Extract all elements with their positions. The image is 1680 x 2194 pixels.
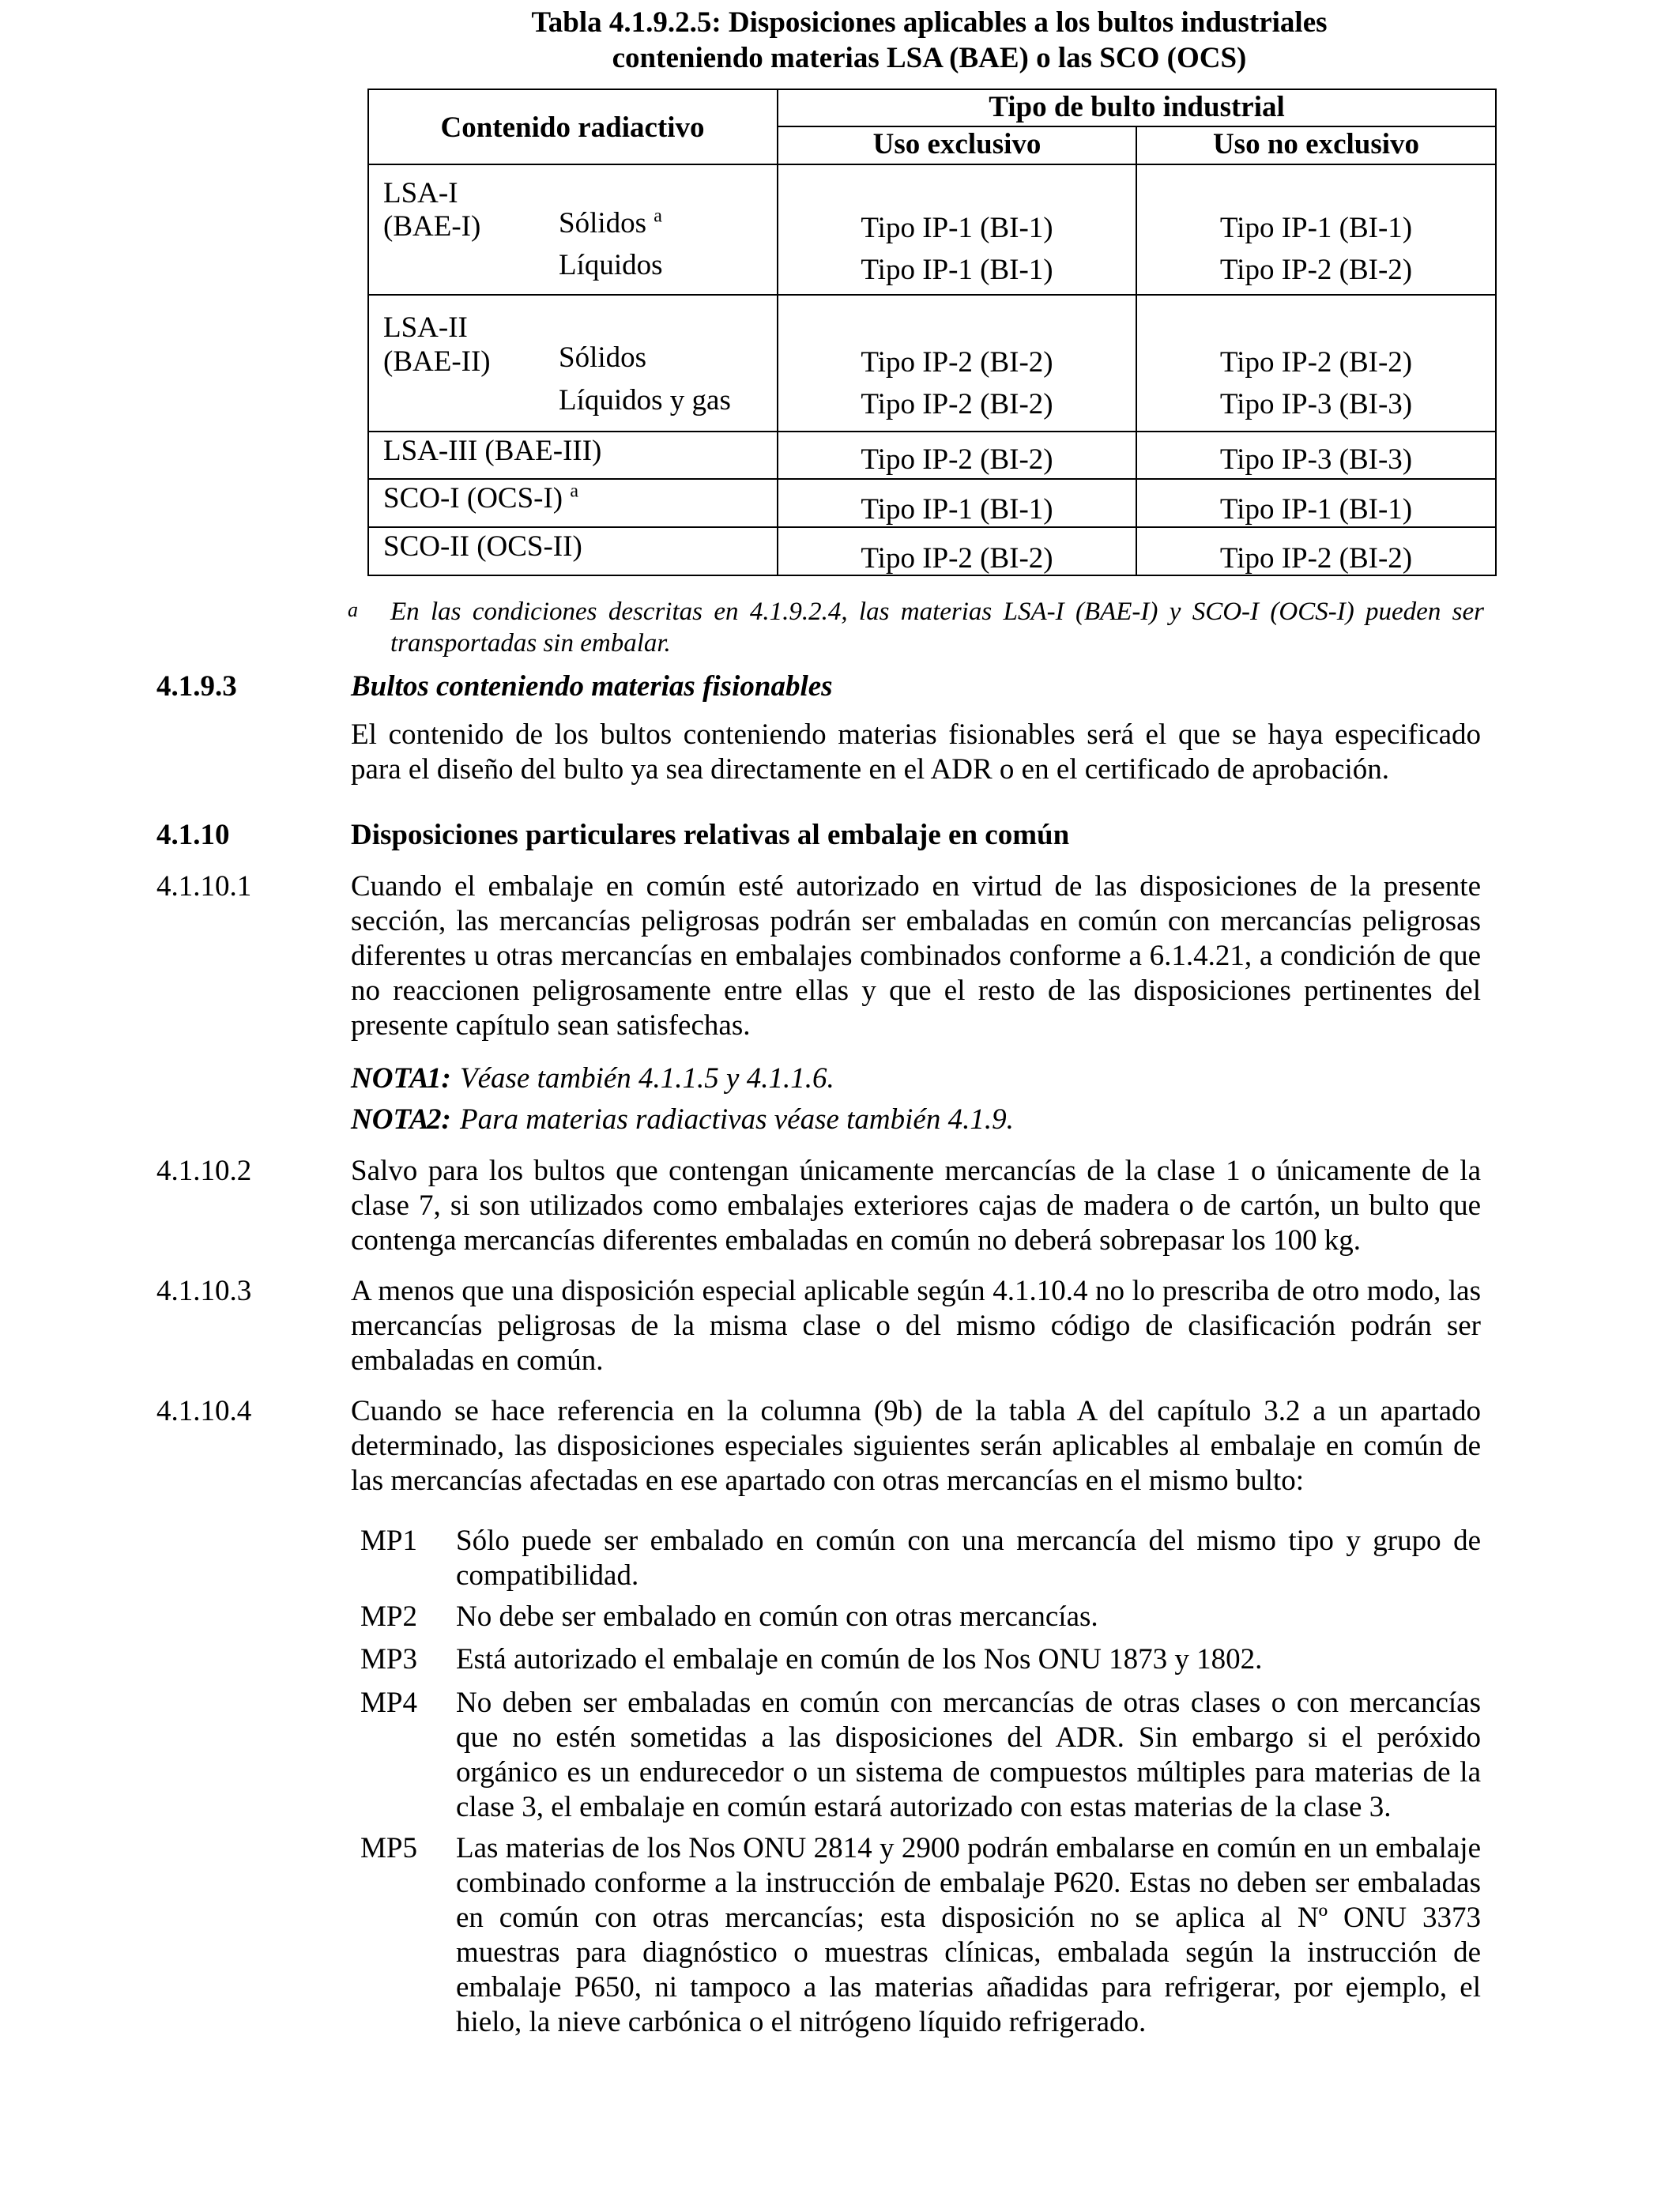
row-substance: Líquidos bbox=[559, 249, 663, 281]
row-substance: LSA-III (BAE-III) bbox=[383, 435, 602, 467]
table-border-left bbox=[367, 89, 369, 576]
mp-text: No debe ser embalado en común con otras mercancías. bbox=[456, 1600, 1098, 1633]
note: NOTA2: Para materias radiactivas véase también 4.1.9. bbox=[351, 1103, 1014, 1136]
table-row-divider bbox=[367, 294, 1496, 296]
mp-text: No deben ser embaladas en común con mercancías de otras clases o con mercancías que no estén sometidas a las disposiciones del ADR. Sin embargo si el peróxido orgánico es un endurecedor o un sistema de compuestos múltiples para materias de la clase 3, el embalaje en común estará autorizado con estas materias de la clase 3. bbox=[456, 1687, 1481, 1823]
section-number: 4.1.10.1 bbox=[156, 870, 252, 903]
header-tipo-bulto: Tipo de bulto industrial bbox=[989, 91, 1285, 123]
footnote-ref: a bbox=[654, 205, 662, 227]
mp-code: MP1 bbox=[360, 1525, 417, 1557]
row-substance: Sólidos $^a$ bbox=[559, 205, 662, 239]
note: NOTA1: Véase también 4.1.1.5 y 4.1.1.6. bbox=[351, 1062, 834, 1095]
table-caption-line-2: conteniendo materias LSA (BAE) o las SCO (OCS) bbox=[612, 42, 1247, 74]
header-uso-exclusivo: Uso exclusivo bbox=[872, 128, 1042, 160]
row-substance: Sólidos bbox=[559, 341, 647, 374]
mp-code: MP3 bbox=[360, 1643, 417, 1676]
cell-uso-no-exclusivo: Tipo IP-2 (BI-2) bbox=[1219, 254, 1413, 286]
cell-uso-exclusivo: Tipo IP-1 (BI-1) bbox=[861, 254, 1053, 286]
cell-uso-exclusivo: Tipo IP-2 (BI-2) bbox=[861, 346, 1053, 379]
cell-uso-no-exclusivo: Tipo IP-1 (BI-1) bbox=[1219, 493, 1413, 526]
mp-code: MP4 bbox=[360, 1687, 417, 1719]
cell-uso-exclusivo: Tipo IP-2 (BI-2) bbox=[861, 388, 1053, 420]
footnote-mark: a bbox=[348, 598, 358, 621]
cell-uso-exclusivo: Tipo IP-1 (BI-1) bbox=[861, 493, 1053, 526]
cell-uso-exclusivo: Tipo IP-2 (BI-2) bbox=[861, 443, 1053, 476]
section-text: Salvo para los bultos que contengan únicamente mercancías de la clase 1 o únicamente de la clase 7, si son utilizados como embalajes exteriores cajas de madera o de cartón, un bulto que contenga mercancías diferentes embaladas en común no deberá sobrepasar los 100 kg. bbox=[351, 1155, 1481, 1257]
section-number: 4.1.10 bbox=[156, 819, 230, 851]
section-number: 4.1.10.4 bbox=[156, 1395, 252, 1427]
section-text: El contenido de los bultos conteniendo materias fisionables será el que se haya especificado para el diseño del bulto ya sea directamente en el ADR o en el certificado de aprobación. bbox=[351, 718, 1481, 786]
row-substance: SCO-II (OCS-II) bbox=[383, 530, 582, 563]
row-substance: SCO-I (OCS-I) $^a$ bbox=[383, 481, 579, 515]
cell-uso-no-exclusivo: Tipo IP-3 (BI-3) bbox=[1219, 388, 1413, 420]
table-caption-line-1: Tabla 4.1.9.2.5: Disposiciones aplicables a los bultos industriales bbox=[531, 6, 1328, 39]
section-text: Cuando el embalaje en común esté autorizado en virtud de las disposiciones de la presente sección, las mercancías peligrosas podrán ser embaladas en común con mercancías peligrosas diferentes u otras mercancías en embalajes combinados conforme a 6.1.4.21, a condición de que no reaccionen peligrosamente entre ellas y que el resto de las disposiciones pertinentes del presente capítulo sean satisfechas. bbox=[351, 870, 1481, 1042]
mp-text: Sólo puede ser embalado en común con una mercancía del mismo tipo y grupo de compatibilidad. bbox=[456, 1525, 1481, 1592]
section-text: Cuando se hace referencia en la columna (9b) de la tabla A del capítulo 3.2 a un apartado determinado, las disposiciones especiales siguientes serán aplicables al embalaje en común de las mercancías afectadas en ese apartado con otras mercancías en el mismo bulto: bbox=[351, 1395, 1481, 1497]
table-header-bottom bbox=[367, 164, 1496, 165]
row-substance: Líquidos y gas bbox=[559, 384, 731, 417]
header-contenido: Contenido radiactivo bbox=[440, 111, 705, 144]
mp-code: MP2 bbox=[360, 1600, 417, 1633]
radioactive-packages-table bbox=[0, 0, 1680, 601]
mp-text: Las materias de los Nos ONU 2814 y 2900 podrán embalarse en común en un embalaje combinado conforme a la instrucción de embalaje P620. Estas no deben ser embaladas en común con otras mercancías; esta disposición no se aplica al Nº ONU 3373 muestras para diagnóstico o muestras clínicas, embalada según la instrucción de embalaje P650, ni tampoco a las materias añadidas para refrigerar, por ejemplo, el hielo, la nieve carbónica o el nitrógeno líquido refrigerado. bbox=[456, 1832, 1481, 2038]
section-title: Disposiciones particulares relativas al embalaje en común bbox=[351, 819, 1070, 851]
section-number: 4.1.10.3 bbox=[156, 1275, 252, 1307]
group-name: (BAE-II) bbox=[383, 345, 491, 378]
group-name: LSA-II bbox=[383, 311, 468, 344]
mp-text: Está autorizado el embalaje en común de los Nos ONU 1873 y 1802. bbox=[456, 1643, 1263, 1676]
section-title: Bultos conteniendo materias fisionables bbox=[351, 670, 833, 703]
cell-uso-no-exclusivo: Tipo IP-3 (BI-3) bbox=[1219, 443, 1413, 476]
cell-uso-no-exclusivo: Tipo IP-1 (BI-1) bbox=[1219, 212, 1413, 244]
table-footnote: En las condiciones descritas en 4.1.9.2.4, las materias LSA-I (BAE-I) y SCO-I (OCS-I) pueden ser transportadas sin embalar. bbox=[390, 598, 1484, 658]
cell-uso-exclusivo: Tipo IP-1 (BI-1) bbox=[861, 212, 1053, 244]
cell-uso-no-exclusivo: Tipo IP-2 (BI-2) bbox=[1219, 346, 1413, 379]
cell-uso-exclusivo: Tipo IP-2 (BI-2) bbox=[861, 542, 1053, 575]
cell-uso-no-exclusivo: Tipo IP-2 (BI-2) bbox=[1219, 542, 1413, 575]
table-border-right bbox=[1495, 89, 1497, 576]
group-name: (BAE-I) bbox=[383, 210, 481, 243]
footnote-ref: a bbox=[570, 481, 579, 502]
header-uso-no-exclusivo: Uso no exclusivo bbox=[1212, 128, 1420, 160]
section-number: 4.1.9.3 bbox=[156, 670, 237, 703]
table-row-divider bbox=[367, 478, 1496, 480]
table-row-divider bbox=[367, 431, 1496, 432]
section-number: 4.1.10.2 bbox=[156, 1155, 252, 1187]
group-name: LSA-I bbox=[383, 177, 458, 209]
mp-code: MP5 bbox=[360, 1832, 417, 1864]
section-text: A menos que una disposición especial aplicable según 4.1.10.4 no lo prescriba de otro modo, las mercancías peligrosas de la misma clase o del mismo código de clasificación podrán ser embaladas en común. bbox=[351, 1275, 1481, 1377]
